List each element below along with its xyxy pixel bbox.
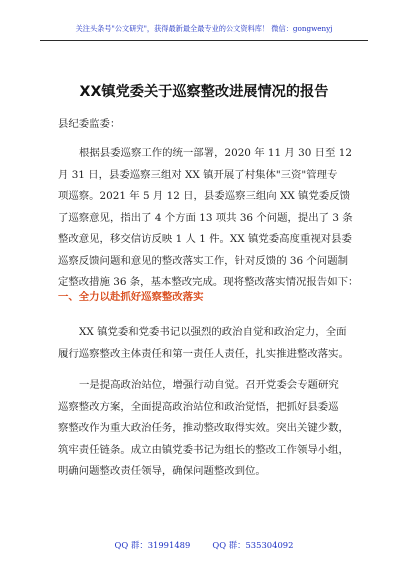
text-line: 巡察反馈问题和意见的整改落实工作，针对反馈的 36 个问题制: [58, 254, 348, 267]
header-banner: 关注头条号"公文研究"，获得最新最全最专业的公文资料库！ 微信：gongwenyj: [40, 22, 368, 41]
text-line: 了巡察意见，指出了 4 个方面 13 项共 36 个问题，提出了 3 条: [58, 211, 353, 224]
text-line: 明确问题整改责任领导，确保问题整改到位。: [58, 465, 266, 477]
text-line: 履行巡察整改主体责任和第一责任人责任，扎实推进整改落实。: [58, 347, 349, 360]
text-line: 月 31 日，县委巡察三组对 XX 镇开展了村集体"三资"管理专: [58, 168, 338, 181]
intro-paragraph: [58, 143, 358, 294]
text-line: 定整改措施 36 条，基本整改完成。现将整改落实情况报告如下：: [58, 276, 358, 288]
text-line: 整改意见，移交信访反映 1 人 1 件。XX 镇党委高度重视对县委: [58, 233, 352, 245]
text-line: 根据县委巡察工作的统一部署，2020 年 11 月 30 日至 12: [79, 147, 352, 159]
text-line: 项巡察。2021 年 5 月 12 日，县委巡察三组向 XX 镇党委反馈: [58, 190, 351, 202]
point-one-paragraph: [58, 375, 358, 483]
text-line: 一是提高政治站位，增强行动自觉。召开党委会专题研究: [79, 379, 339, 391]
text-line: 筑牢责任链条。成立由镇党委书记为组长的整改工作领导小组，: [58, 443, 349, 456]
text-line: 巡察整改方案，全面提高政治站位和政治觉悟，把抓好县委巡: [58, 400, 339, 413]
footer-contact: [40, 538, 368, 552]
text-line: 察整改作为重大政治任务，推动整改取得实效。突出关键少数，: [58, 422, 349, 434]
qq-group-one: QQ 群：31991489: [114, 540, 191, 550]
section-heading: 一、全力以赴抓好巡察整改落实: [58, 291, 204, 303]
salutation: 县纪委监委：: [58, 118, 121, 130]
section-paragraph: [58, 322, 358, 365]
text-line: XX 镇党委和党委书记以强烈的政治自觉和政治定力，全面: [79, 326, 347, 338]
qq-group-two: QQ 群：535304092: [212, 540, 294, 550]
document-title: XX镇党委关于巡察整改进展情况的报告: [79, 84, 329, 100]
